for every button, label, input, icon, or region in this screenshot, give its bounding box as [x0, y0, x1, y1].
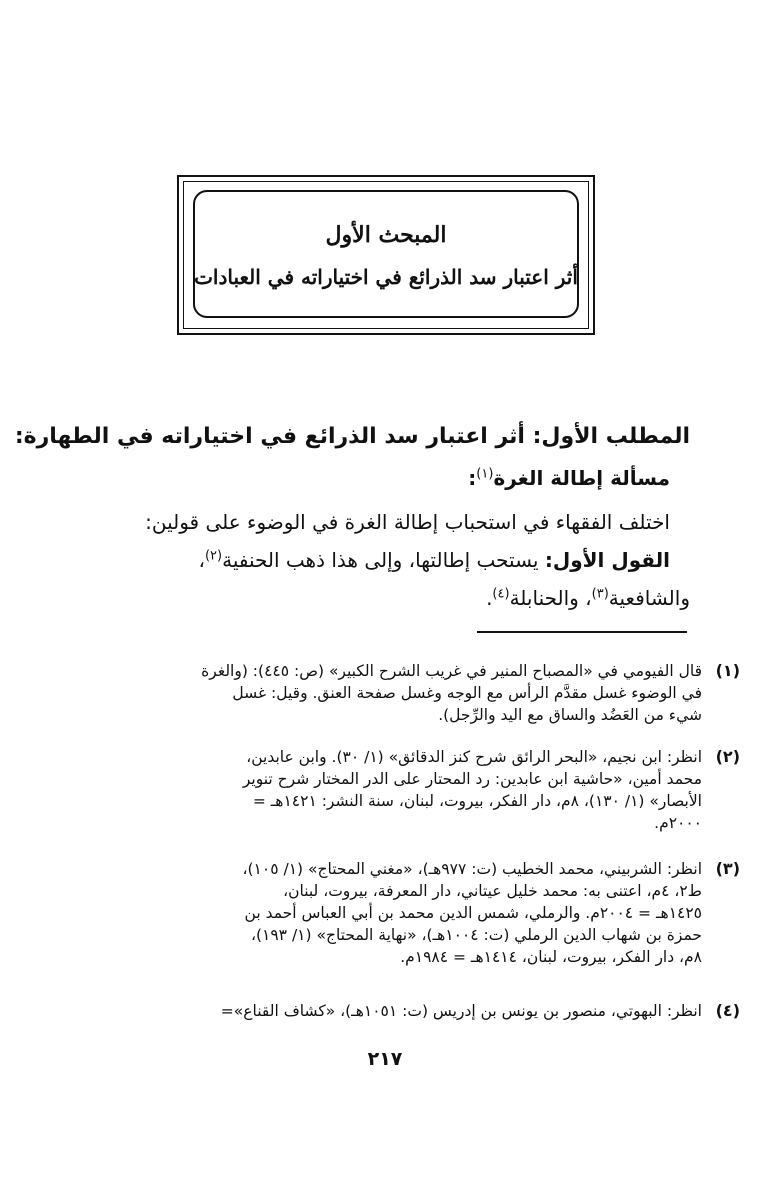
footnote-1-line: شيء من العَضُد والساق مع اليد والرِّجل). [438, 706, 702, 724]
footnote-1-number: (١) [715, 661, 740, 680]
footnote-2-number: (٢) [715, 747, 740, 766]
footnote-3-line: ٨م، دار الفكر، بيروت، لبنان، ١٤١٤هـ = ١٩٨٤م. [400, 948, 702, 966]
footnote-3-line: ط٢، ٤م، اعتنى به: محمد خليل عيتاني، دار المعرفة، بيروت، لبنان، [283, 882, 702, 900]
footnote-3 [80, 858, 740, 968]
footnote-2-line: انظر: ابن نجيم، «البحر الرائق شرح كنز الدقائق» (١/ ٣٠). وابن عابدين، [246, 748, 702, 766]
footnote-3-line: ١٤٢٥هـ = ٢٠٠٤م. والرملي، شمس الدين محمد بن أبي العباس أحمد بن [244, 904, 702, 922]
body-line-1: اختلف الفقهاء في استحباب إطالة الغرة في الوضوء على قولين: [145, 510, 670, 534]
footnote-ref-3: (٣) [591, 586, 609, 602]
footnote-ref-1: (١) [476, 466, 494, 482]
section-title: المبحث الأول [325, 222, 447, 248]
footnote-4 [80, 1000, 740, 1022]
issue-line [80, 466, 670, 490]
body-line-3: والشافعية$^{(٣)}$، والحنابلة$^{(٤)}$. [486, 586, 690, 610]
footnote-1 [80, 660, 740, 726]
footnote-2-line: ٢٠٠٠م. [654, 814, 702, 832]
footnote-2-line: محمد أمين، «حاشية ابن عابدين: رد المحتار على الدر المختار شرح تنوير [242, 770, 702, 788]
footnote-4-number: (٤) [715, 1001, 740, 1020]
body-line-2: القول الأول: يستحب إطالتها، وإلى هذا ذهب الحنفية$^{(٢)}$، [198, 548, 670, 572]
footnote-2 [80, 746, 740, 834]
issue-label: مسألة إطالة الغرة [493, 466, 670, 490]
shafii-text: والشافعية [608, 586, 690, 610]
issue-colon: : [468, 466, 477, 490]
first-opinion-text: يستحب إطالتها، وإلى هذا ذهب الحنفية [222, 548, 539, 572]
first-opinion-label: القول الأول: [544, 548, 670, 572]
footnote-3-line: حمزة بن شهاب الدين الرملي (ت: ١٠٠٤هـ)، «نهاية المحتاج» (١/ ١٩٣)، [250, 926, 702, 944]
section-subtitle: أثر اعتبار سد الذرائع في اختياراته في العبادات [194, 265, 578, 289]
footnote-3-line: انظر: الشربيني، محمد الخطيب (ت: ٩٧٧هـ)، «مغني المحتاج» (١/ ١٠٥)، [242, 860, 702, 878]
subsection-heading: المطلب الأول: أثر اعتبار سد الذرائع في اختياراته في الطهارة: [14, 424, 690, 449]
page-number: ٢١٧ [367, 1048, 403, 1070]
footnote-ref-2: (٢) [204, 548, 223, 564]
footnote-ref-4: (٤) [492, 586, 510, 602]
footnote-3-number: (٣) [715, 859, 740, 878]
footnote-1-line: قال الفيومي في «المصباح المنير في غريب الشرح الكبير» (ص: ٤٤٥): (والغرة [201, 662, 702, 680]
footnote-2-line: الأبصار» (١/ ١٣٠)، ٨م، دار الفكر، بيروت، لبنان، سنة النشر: ١٤٢١هـ = [252, 792, 702, 810]
footnote-separator [477, 631, 687, 633]
hanbali-text: ، والحنابلة [509, 586, 592, 610]
title-frame-inner [193, 190, 579, 318]
footnote-4-line: انظر: البهوتي، منصور بن يونس بن إدريس (ت: ١٠٥١هـ)، «كشاف القناع»= [220, 1002, 702, 1020]
footnote-1-line: في الوضوء غسل مقدَّم الرأس مع الوجه وغسل صفحة العنق. وقيل: غسل [232, 684, 702, 702]
